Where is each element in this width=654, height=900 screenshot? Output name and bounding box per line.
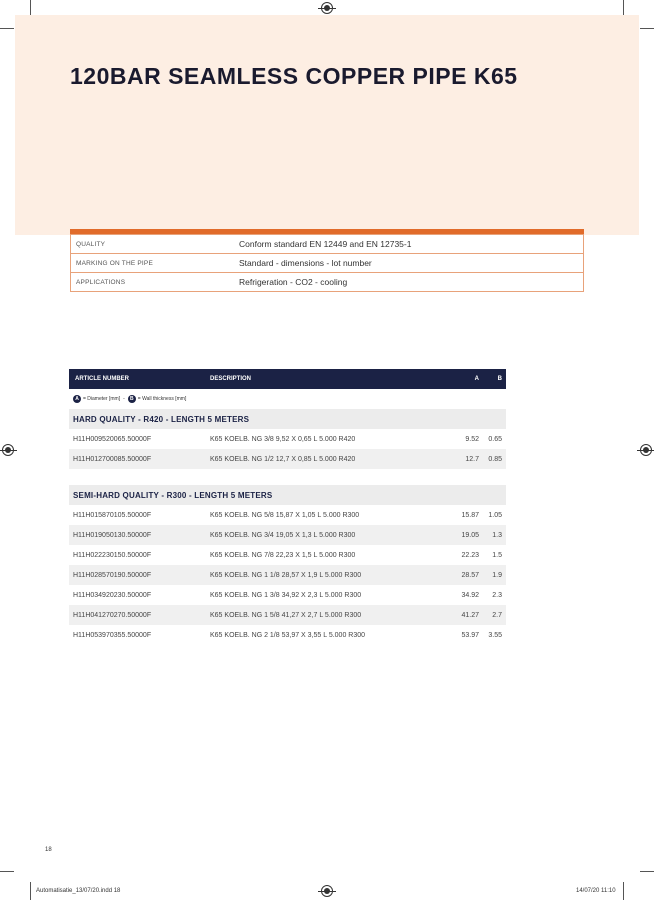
cell-b: 1.5 (492, 551, 502, 559)
cell-b: 2.7 (492, 611, 502, 619)
cell-description: K65 KOELB. NG 7/8 22,23 X 1,5 L 5.000 R300 (210, 551, 356, 559)
cell-article: H11H041270270.50000F (73, 611, 152, 619)
cell-description: K65 KOELB. NG 3/4 19,05 X 1,3 L 5.000 R300 (210, 531, 356, 539)
crop-mark (0, 28, 14, 29)
cell-article: H11H015870105.50000F (73, 511, 152, 519)
spec-table (70, 229, 584, 292)
section-gap (69, 469, 506, 485)
section-title: HARD QUALITY - R420 - LENGTH 5 METERS (69, 409, 506, 429)
registration-mark-icon (640, 444, 652, 456)
spec-value: Refrigeration - CO2 - cooling (239, 277, 348, 287)
cell-b: 1.05 (488, 511, 502, 519)
cell-a: 41.27 (461, 611, 479, 619)
cell-a: 19.05 (461, 531, 479, 539)
table-row (69, 429, 506, 449)
footer-timestamp: 14/07/20 11:10 (576, 888, 616, 894)
header-description: DESCRIPTION (210, 376, 252, 382)
a-badge-icon: A (73, 395, 81, 403)
cell-a: 15.87 (461, 511, 479, 519)
table-row (69, 449, 506, 469)
table-row (69, 585, 506, 605)
cell-b: 3.55 (488, 631, 502, 639)
cell-a: 34.92 (461, 591, 479, 599)
cell-article: H11H019050130.50000F (73, 531, 152, 539)
cell-description: K65 KOELB. NG 5/8 15,87 X 1,05 L 5.000 R300 (210, 511, 360, 519)
cell-article: H11H053970355.50000F (73, 631, 152, 639)
page-title: 120BAR SEAMLESS COPPER PIPE K65 (70, 63, 518, 89)
cell-article: H11H009520065.50000F (73, 435, 152, 443)
crop-mark (623, 882, 624, 900)
crop-mark (640, 28, 654, 29)
cell-a: 9.52 (465, 435, 479, 443)
table-row (69, 505, 506, 525)
table-row (69, 605, 506, 625)
crop-mark (30, 882, 31, 900)
spec-value: Conform standard EN 12449 and EN 12735-1 (239, 239, 412, 249)
cell-a: 53.97 (461, 631, 479, 639)
header-article: ARTICLE NUMBER (75, 376, 129, 382)
cell-description: K65 KOELB. NG 1/2 12,7 X 0,85 L 5.000 R420 (210, 455, 356, 463)
spec-label: QUALITY (76, 240, 106, 248)
cell-b: 1.9 (492, 571, 502, 579)
spec-row-quality (70, 234, 584, 254)
header-b: B (497, 376, 502, 382)
registration-mark-icon (321, 885, 333, 897)
cell-a: 22.23 (461, 551, 479, 559)
spec-label: MARKING ON THE PIPE (76, 259, 153, 267)
legend-a-text: = Diameter [mm] (83, 396, 121, 402)
header-a: A (474, 376, 479, 382)
hero-background (15, 15, 639, 235)
registration-mark-icon (321, 2, 333, 14)
product-table (69, 369, 506, 645)
table-header (69, 369, 506, 389)
cell-description: K65 KOELB. NG 1 5/8 41,27 X 2,7 L 5.000 R300 (210, 611, 362, 619)
crop-mark (640, 871, 654, 872)
table-row (69, 625, 506, 645)
cell-description: K65 KOELB. NG 3/8 9,52 X 0,65 L 5.000 R420 (210, 435, 356, 443)
b-badge-icon: B (128, 395, 136, 403)
footer-file-info: Automatisatie_13/07/20.indd 18 (36, 888, 121, 894)
registration-mark-icon (2, 444, 14, 456)
cell-description: K65 KOELB. NG 1 3/8 34,92 X 2,3 L 5.000 R300 (210, 591, 362, 599)
cell-description: K65 KOELB. NG 2 1/8 53,97 X 3,55 L 5.000 R300 (210, 631, 366, 639)
legend-b-text: = Wall thickness [mm] (137, 396, 187, 402)
cell-b: 2.3 (492, 591, 502, 599)
cell-description: K65 KOELB. NG 1 1/8 28,57 X 1,9 L 5.000 R300 (210, 571, 362, 579)
cell-b: 0.85 (488, 455, 502, 463)
spec-row-applications (70, 273, 584, 292)
cell-a: 28.57 (461, 571, 479, 579)
spec-value: Standard - dimensions - lot number (239, 258, 372, 268)
cell-b: 0.65 (488, 435, 502, 443)
table-row (69, 565, 506, 585)
crop-mark (0, 871, 14, 872)
cell-article: H11H012700085.50000F (73, 455, 152, 463)
spec-row-marking (70, 254, 584, 273)
cell-article: H11H034920230.50000F (73, 591, 152, 599)
cell-article: H11H028570190.50000F (73, 571, 152, 579)
legend-separator: - (123, 396, 125, 402)
cell-a: 12.7 (465, 455, 479, 463)
page-number: 18 (45, 847, 52, 853)
table-row (69, 545, 506, 565)
cell-b: 1.3 (492, 531, 502, 539)
legend (69, 389, 506, 409)
cell-article: H11H022230150.50000F (73, 551, 152, 559)
table-row (69, 525, 506, 545)
spec-label: APPLICATIONS (76, 278, 126, 286)
section-title: SEMI-HARD QUALITY - R300 - LENGTH 5 METERS (69, 485, 506, 505)
